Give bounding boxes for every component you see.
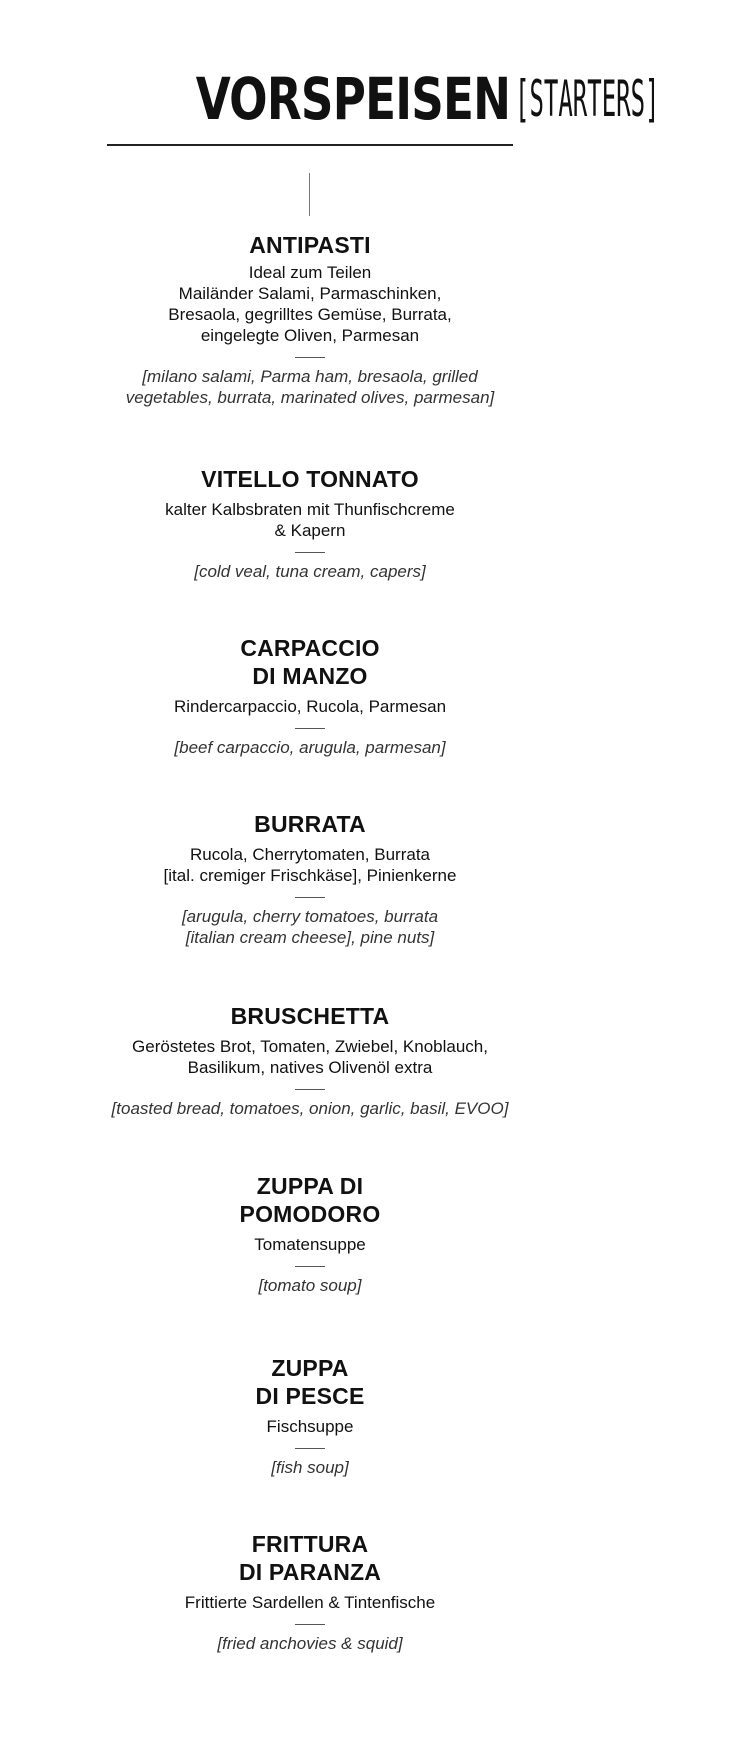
item-description-german: kalter Kalbsbraten mit Thunfischcreme & Kapern (165, 500, 455, 540)
title-german: VORSPEISEN (195, 65, 511, 133)
item-divider (295, 1448, 325, 1449)
item-description-german: Rucola, Cherrytomaten, Burrata [ital. cremiger Frischkäse], Pinienkerne (163, 845, 457, 885)
item-divider (295, 552, 325, 553)
item-name: CARPACCIO DI MANZO (240, 635, 380, 689)
item-description-english: [fried anchovies & squid] (217, 1634, 403, 1653)
item-name: BRUSCHETTA (230, 1003, 390, 1029)
item-name: ZUPPA DI PESCE (255, 1355, 365, 1409)
item-description-german: Frittierte Sardellen & Tintenfische (184, 1593, 436, 1612)
item-divider (295, 728, 325, 729)
item-name: FRITTURA DI PARANZA (238, 1531, 382, 1585)
menu-item-vitello-tonnato (60, 465, 560, 582)
item-description-english: [milano salami, Parma ham, bresaola, grilled vegetables, burrata, marinated olives, parmesan] (125, 367, 495, 407)
item-description-german: Tomatensuppe (254, 1235, 366, 1254)
menu-item-zuppa-di-pesce (60, 1354, 560, 1478)
item-description-english: [fish soup] (271, 1458, 349, 1477)
menu-item-frittura-di-paranza (60, 1530, 560, 1654)
menu-item-burrata (60, 810, 560, 948)
menu-item-antipasti (60, 231, 560, 408)
item-divider (295, 897, 325, 898)
item-name: VITELLO TONNATO (201, 466, 419, 492)
item-divider (295, 1089, 325, 1090)
menu-item-bruschetta (60, 1002, 560, 1119)
item-description-english: [beef carpaccio, arugula, parmesan] (174, 738, 446, 757)
title-underline (107, 144, 513, 146)
item-description-english: [toasted bread, tomatoes, onion, garlic, basil, EVOO] (111, 1099, 509, 1118)
item-name: ZUPPA DI POMODORO (239, 1173, 381, 1227)
item-divider (295, 1266, 325, 1267)
item-description-english: [tomato soup] (258, 1276, 362, 1295)
menu-header (107, 65, 660, 148)
item-name: ANTIPASTI (249, 232, 371, 258)
item-divider (295, 1624, 325, 1625)
item-name: BURRATA (254, 811, 366, 837)
item-description-german: Rindercarpaccio, Rucola, Parmesan (173, 697, 447, 716)
item-description-german: Fischsuppe (266, 1417, 354, 1436)
menu-item-zuppa-di-pomodoro (60, 1172, 560, 1296)
page-title (107, 65, 660, 133)
item-description-german: Ideal zum Teilen Mailänder Salami, Parmaschinken, Bresaola, gegrilltes Gemüse, Burrata, eingelegte Oliven, Parmesan (168, 263, 452, 345)
menu-item-carpaccio-di-manzo (60, 634, 560, 758)
item-description-english: [cold veal, tuna cream, capers] (194, 562, 426, 581)
vertical-divider (309, 173, 310, 216)
item-divider (295, 357, 325, 358)
item-description-english: [arugula, cherry tomatoes, burrata [italian cream cheese], pine nuts] (181, 907, 439, 947)
title-english: [STARTERS] (515, 70, 660, 128)
item-description-german: Geröstetes Brot, Tomaten, Zwiebel, Knoblauch, Basilikum, natives Olivenöl extra (132, 1037, 488, 1077)
